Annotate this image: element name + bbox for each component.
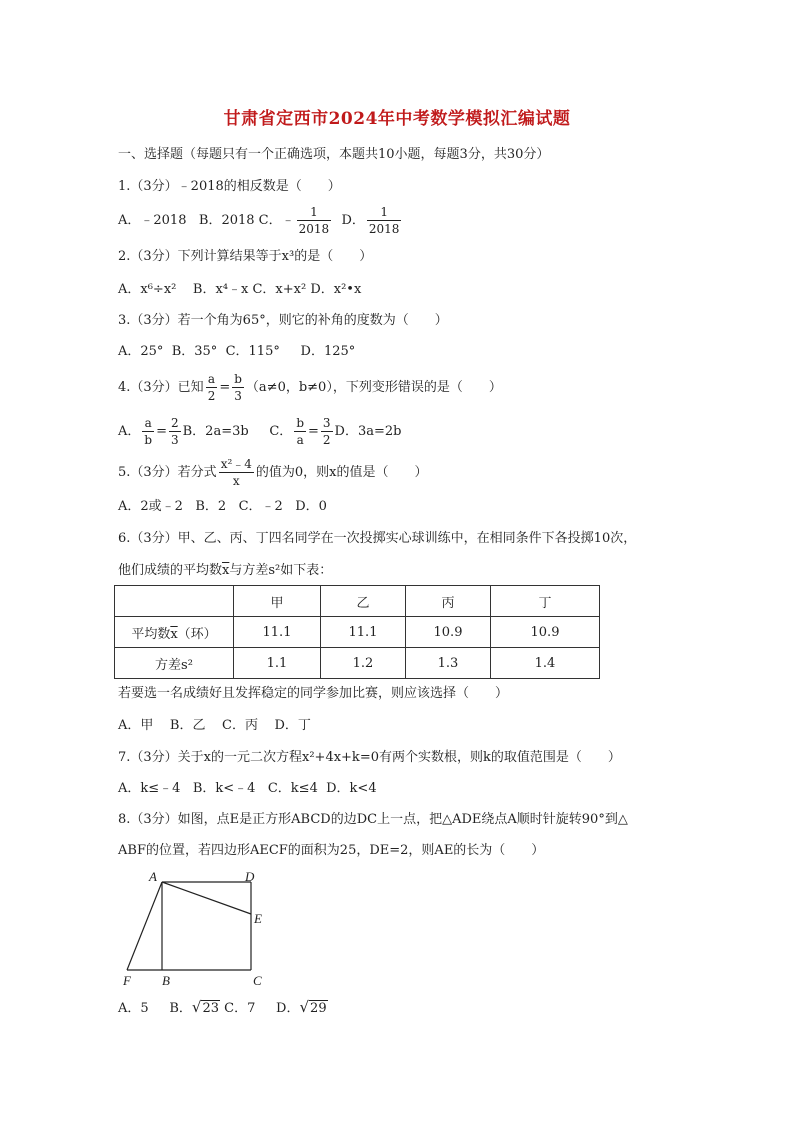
q3-stem: 3.（3分）若一个角为65°，则它的补角的度数为（ ） bbox=[118, 313, 448, 328]
q3-option-c: C．115° bbox=[225, 344, 280, 359]
q8-option-c: C．7 bbox=[224, 1001, 256, 1016]
q6-option-c: C．丙 bbox=[222, 718, 258, 733]
table-cell: 1.3 bbox=[406, 648, 491, 679]
q8-stem-line1: 8.（3分）如图，点E是正方形ABCD的边DC上一点，把△ADE绕点A顺时针旋转90°到△ bbox=[118, 812, 628, 827]
q7-option-d: D．k<4 bbox=[326, 781, 377, 796]
q1-option-d-fraction: $\frac{1}{2018}$ bbox=[368, 205, 400, 236]
q7-option-c: C．k≤4 bbox=[267, 781, 318, 796]
table-cell: 甲 bbox=[234, 586, 321, 617]
q8-options: A．5 B．√23 C．7 D．√29 bbox=[118, 998, 327, 1016]
q4-options: A． $\frac{a}{b}$ = $\frac{2}{3}$ B．2a=3b C． $\frac{b}{a}$ = $\frac{3}{2}$ D．3a=2b bbox=[118, 416, 402, 447]
label-point-e: E bbox=[254, 911, 262, 926]
q8-option-b-sqrt: √23 bbox=[191, 998, 220, 1016]
label-point-d: D bbox=[245, 869, 255, 884]
q3-options bbox=[118, 343, 355, 361]
q5-option-a: A．2或﹣2 bbox=[118, 499, 183, 514]
table-row bbox=[115, 617, 600, 648]
q6-options bbox=[118, 717, 311, 735]
table-row-label: 方差s² bbox=[115, 648, 234, 679]
table-cell: 11.1 bbox=[234, 617, 321, 648]
q2-stem: 2.（3分）下列计算结果等于x³的是（ ） bbox=[118, 249, 373, 264]
q6-option-b: B．乙 bbox=[169, 718, 206, 733]
q3-option-b: B．35° bbox=[171, 344, 218, 359]
section-heading: 一、选择题（每题只有一个正确选项，本题共10小题，每题3分，共30分） bbox=[118, 147, 550, 162]
q5-stem: 5.（3分）若分式 $\frac{\text{x²﹣4}}{x}$ 的值为0，则x的值是（ ） bbox=[118, 457, 428, 488]
q1-option-d: D． bbox=[341, 213, 365, 228]
table-row bbox=[115, 648, 600, 679]
q5-options bbox=[118, 498, 327, 516]
q5-option-b: B．2 bbox=[195, 499, 227, 514]
table-cell: 1.4 bbox=[491, 648, 600, 679]
q5-option-c: C．﹣2 bbox=[238, 499, 283, 514]
q1-stem: 1.（3分）﹣2018的相反数是（ ） bbox=[118, 179, 341, 194]
q6-stem-line2: 他们成绩的平均数$\overline{x}$与方差s²如下表： bbox=[118, 563, 333, 578]
q5-option-d: D．0 bbox=[295, 499, 327, 514]
q4-fraction-a-over-2: $\frac{a}{2}$ bbox=[207, 372, 216, 403]
q7-option-a: A．k≤﹣4 bbox=[118, 781, 181, 796]
q2-option-a: A．x⁶÷x² bbox=[118, 282, 177, 297]
q8-stem-line2: ABF的位置，若四边形AECF的面积为25，DE=2，则AE的长为（ ） bbox=[118, 843, 545, 858]
page-title: 甘肃省定西市2024年中考数学模拟汇编试题 bbox=[223, 109, 571, 129]
q2-options bbox=[118, 281, 361, 299]
q5-fraction: $\frac{\text{x²﹣4}}{x}$ bbox=[220, 457, 252, 488]
q1-option-c: C．﹣ bbox=[258, 213, 295, 228]
q2-option-d: D．x²•x bbox=[310, 282, 362, 297]
table-row-label: 平均数$\overline{x}$（环） bbox=[115, 617, 234, 648]
label-point-b: B bbox=[162, 973, 170, 988]
q2-option-c: C．x+x² bbox=[252, 282, 307, 297]
q4-option-a-fraction-left: $\frac{a}{b}$ bbox=[144, 416, 153, 447]
q6-option-a: A．甲 bbox=[118, 718, 154, 733]
table-cell: 1.2 bbox=[321, 648, 406, 679]
table-cell: 10.9 bbox=[406, 617, 491, 648]
q1-option-c-fraction: $\frac{1}{2018}$ bbox=[298, 205, 330, 236]
label-point-c: C bbox=[253, 973, 262, 988]
q4-stem: 4.（3分）已知 $\frac{a}{2}$ = $\frac{b}{3}$ （a≠0，b≠0），下列变形错误的是（ ） bbox=[118, 372, 502, 403]
q1-option-b: B．2018 bbox=[198, 213, 255, 228]
q8-option-d-sqrt: √29 bbox=[299, 998, 327, 1016]
table-cell: 10.9 bbox=[491, 617, 600, 648]
label-point-f: F bbox=[123, 973, 131, 988]
q4-option-a-fraction-right: $\frac{2}{3}$ bbox=[170, 416, 179, 447]
q7-options bbox=[118, 780, 377, 798]
segment-ae bbox=[162, 882, 251, 914]
segment-af bbox=[127, 882, 162, 970]
table-cell: 丁 bbox=[491, 586, 600, 617]
q6-stem-line1: 6.（3分）甲、乙、丙、丁四名同学在一次投掷实心球训练中，在相同条件下各投掷10次， bbox=[118, 531, 637, 546]
q6-question: 若要选一名成绩好且发挥稳定的同学参加比赛，则应该选择（ ） bbox=[118, 686, 509, 701]
q4-fraction-b-over-3: $\frac{b}{3}$ bbox=[234, 372, 242, 403]
table-cell bbox=[115, 586, 234, 617]
table-cell: 丙 bbox=[406, 586, 491, 617]
table-header-row bbox=[115, 586, 600, 617]
q3-option-a: A．25° bbox=[118, 344, 164, 359]
q4-option-d: D．3a=2b bbox=[334, 424, 402, 439]
q6-option-d: D．丁 bbox=[274, 718, 311, 733]
q1-options bbox=[118, 206, 403, 235]
table-cell: 1.1 bbox=[234, 648, 321, 679]
q8-option-a: A．5 bbox=[118, 1001, 149, 1016]
q7-option-b: B．k<﹣4 bbox=[192, 781, 256, 796]
label-point-a: A bbox=[149, 869, 157, 884]
q1-option-a: A．﹣2018 bbox=[118, 213, 187, 228]
q7-stem: 7.（3分）关于x的一元二次方程x²+4x+k=0有两个实数根，则k的取值范围是（ ） bbox=[118, 750, 621, 765]
q4-option-c-fraction-right: $\frac{3}{2}$ bbox=[322, 416, 331, 447]
q4-option-b: B．2a=3b bbox=[182, 424, 249, 439]
q3-option-d: D．125° bbox=[300, 344, 356, 359]
table-cell: 11.1 bbox=[321, 617, 406, 648]
q6-data-table bbox=[114, 585, 600, 679]
square-rotation-diagram bbox=[115, 868, 285, 992]
q2-option-b: B．x⁴﹣x bbox=[192, 282, 249, 297]
q4-option-c-fraction-left: $\frac{b}{a}$ bbox=[296, 416, 304, 447]
table-cell: 乙 bbox=[321, 586, 406, 617]
